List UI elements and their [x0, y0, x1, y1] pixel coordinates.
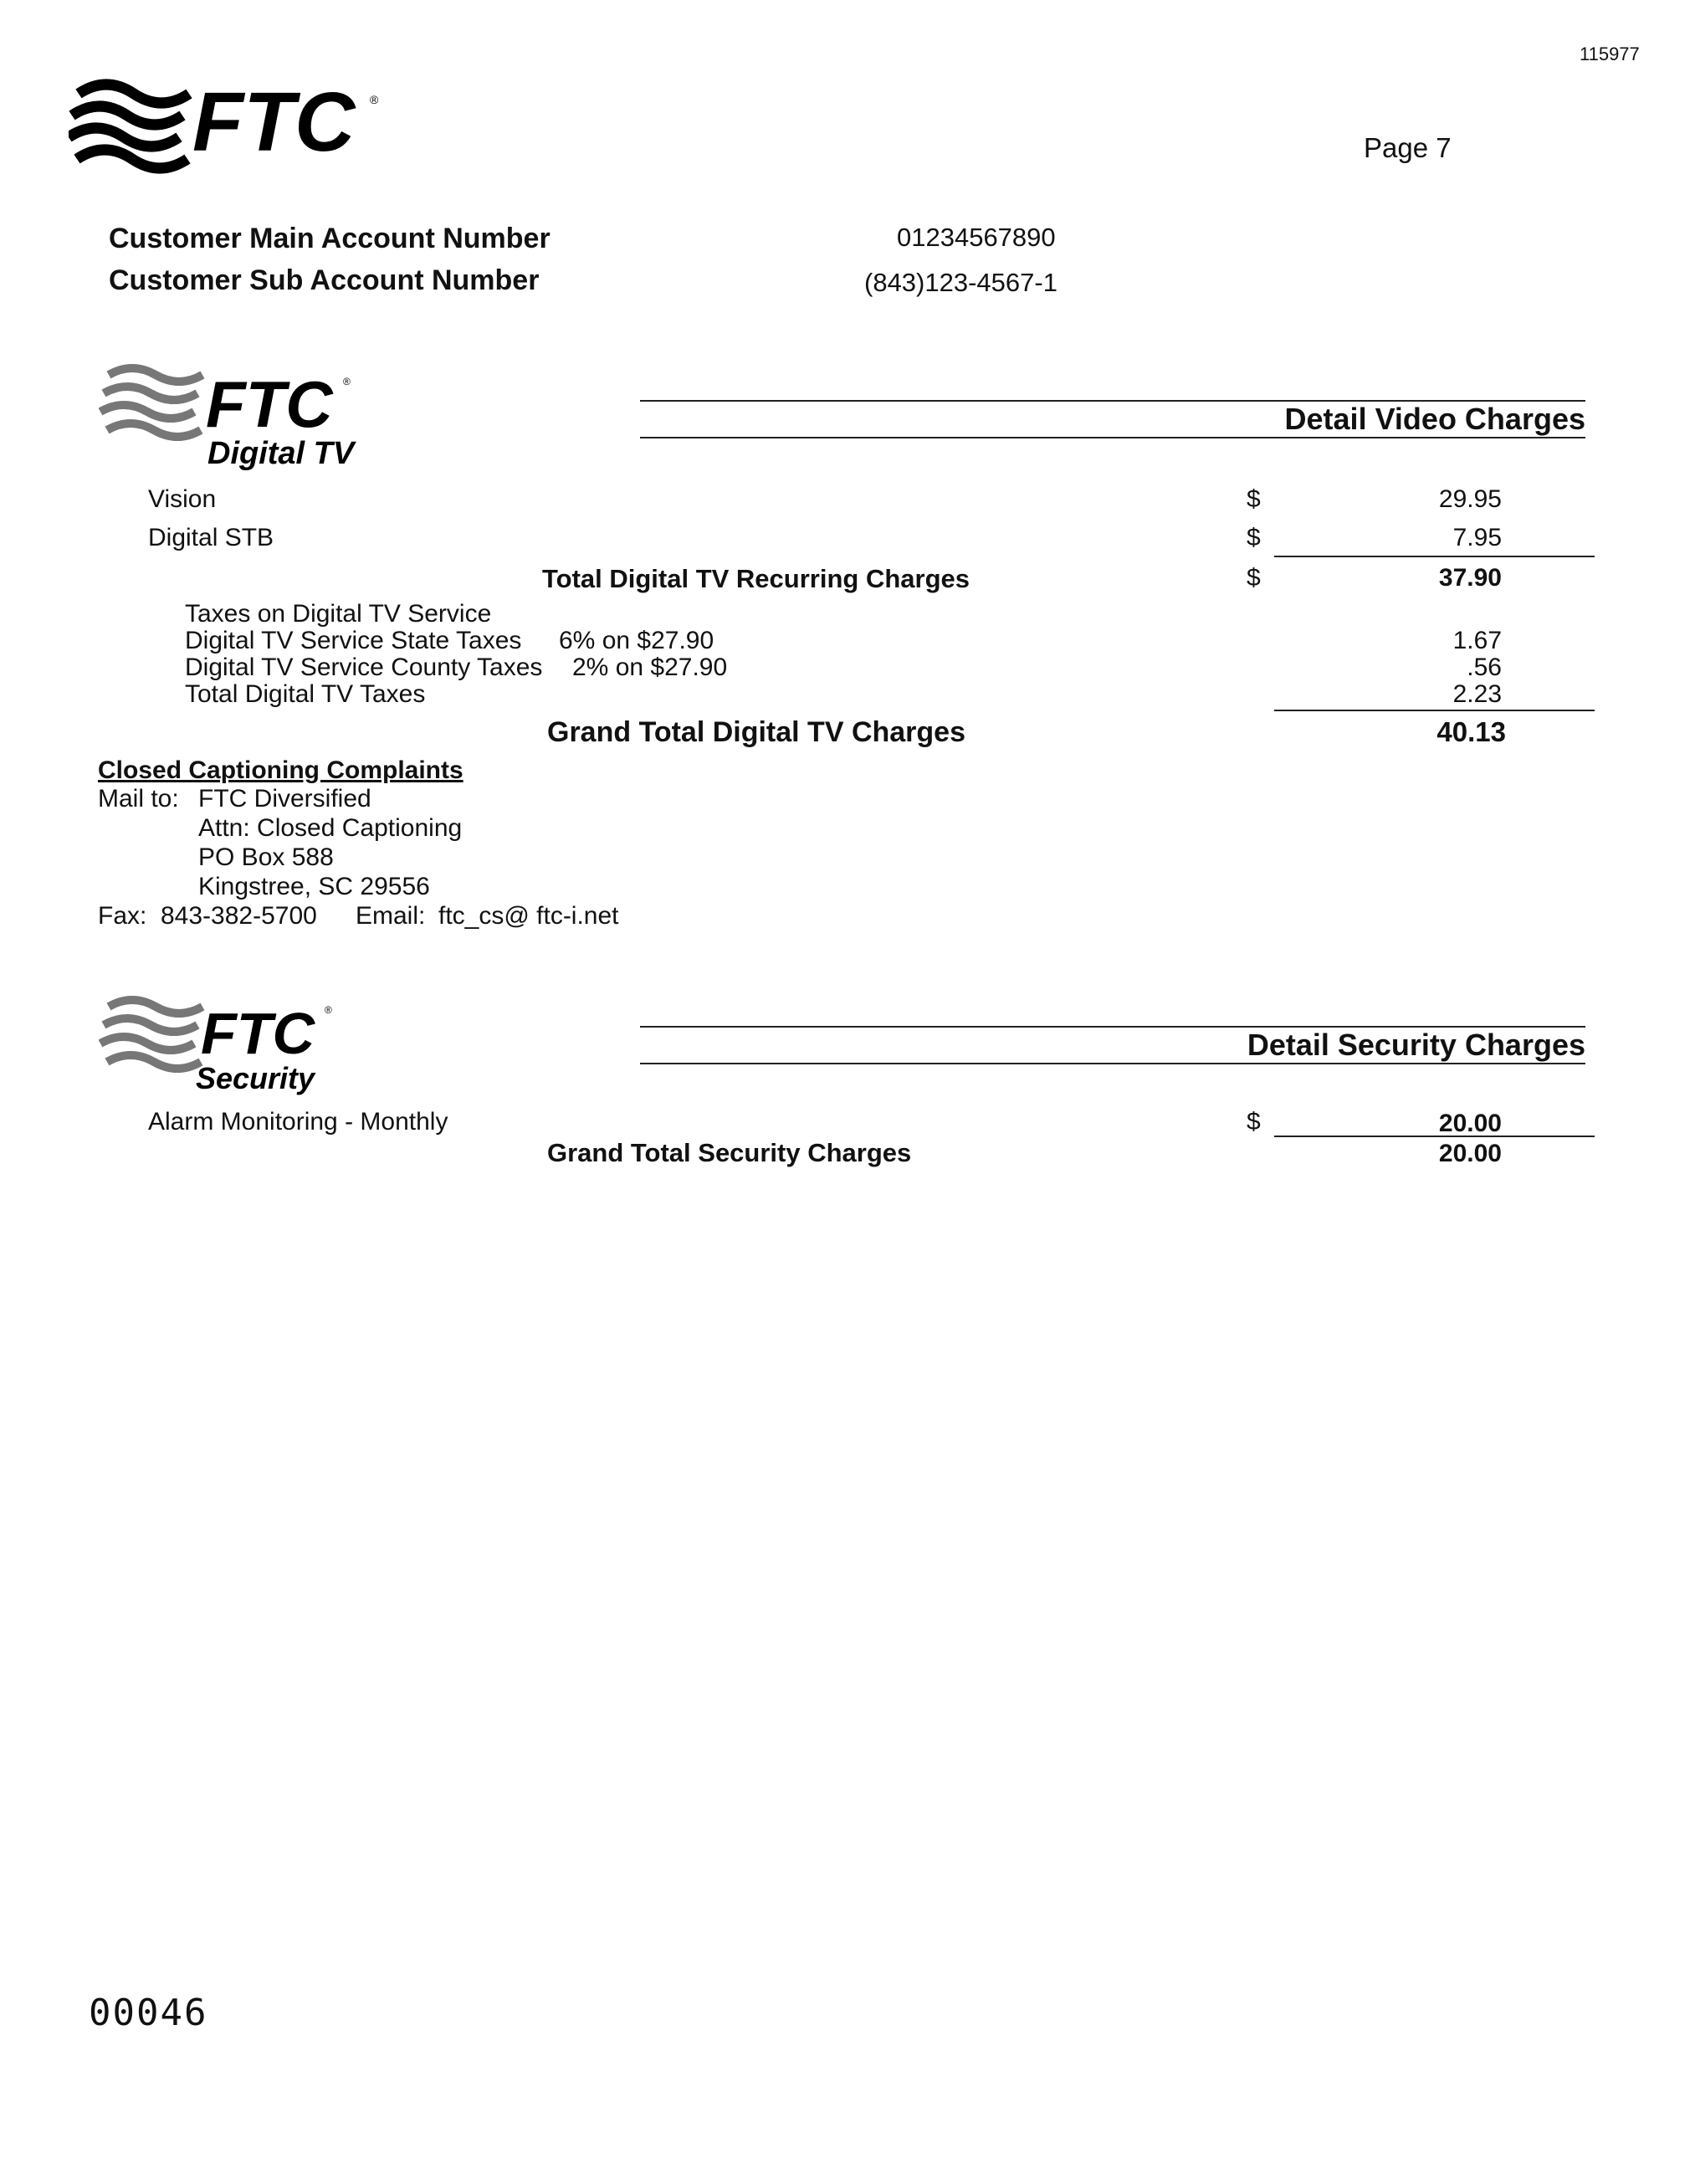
state-tax-amount: 1.67	[1452, 627, 1502, 654]
alarm-monitoring-currency: $	[1247, 1108, 1261, 1136]
ftc-security-logo	[99, 990, 350, 1099]
ftc-logo	[69, 67, 387, 180]
svg-text:®: ®	[343, 376, 351, 387]
vision-amount: 29.95	[1438, 485, 1502, 513]
mail-to-label: Mail to:	[98, 785, 179, 813]
email-address: ftc_cs@ ftc-i.net	[438, 902, 619, 930]
address-line: Kingstree, SC 29556	[198, 873, 430, 900]
main-account-label: Customer Main Account Number	[109, 223, 550, 254]
grand-total-tv-amount: 40.13	[1436, 716, 1506, 747]
ftc-digital-tv-logo	[99, 358, 366, 471]
address-line: Attn: Closed Captioning	[198, 814, 463, 842]
alarm-monitoring-amount: 20.00	[1438, 1110, 1502, 1137]
stb-underline	[1274, 556, 1595, 557]
digital-stb-currency: $	[1247, 524, 1261, 551]
total-tax-amount: 2.23	[1452, 680, 1502, 708]
security-underline	[1274, 1136, 1595, 1137]
email-label: Email:	[356, 902, 426, 930]
tax-underline	[1274, 710, 1595, 711]
security-heading-bottom-rule	[640, 1063, 1585, 1064]
address-line: PO Box 588	[198, 843, 334, 871]
main-account-value: 01234567890	[897, 223, 1056, 252]
recurring-total-label: Total Digital TV Recurring Charges	[542, 564, 970, 593]
state-tax-label: Digital TV Service State Taxes	[185, 627, 522, 654]
address-line: FTC Diversified	[198, 785, 371, 813]
footer-code: 00046	[89, 1992, 208, 2034]
digital-stb-label: Digital STB	[148, 524, 274, 551]
grand-total-security-label: Grand Total Security Charges	[547, 1138, 912, 1167]
grand-total-security-amount: 20.00	[1438, 1140, 1502, 1167]
digital-tv-text: Digital TV	[207, 436, 355, 471]
grand-total-tv-label: Grand Total Digital TV Charges	[547, 716, 965, 748]
vision-label: Vision	[148, 485, 217, 513]
vision-currency: $	[1247, 485, 1261, 513]
video-charges-heading: Detail Video Charges	[1284, 402, 1585, 436]
security-text: Security	[196, 1061, 315, 1095]
alarm-monitoring-label: Alarm Monitoring - Monthly	[148, 1108, 448, 1136]
svg-text:®: ®	[325, 1004, 332, 1016]
recurring-total-amount: 37.90	[1438, 564, 1502, 592]
mail-address	[198, 785, 462, 902]
county-tax-label: Digital TV Service County Taxes	[185, 654, 543, 681]
county-tax-rate: 2% on $27.90	[572, 654, 728, 681]
fax-number: 843-382-5700	[161, 902, 317, 930]
complaints-heading: Closed Captioning Complaints	[98, 756, 463, 784]
page-number: Page 7	[1364, 132, 1452, 163]
recurring-total-currency: $	[1247, 564, 1261, 592]
digital-stb-amount: 7.95	[1452, 524, 1502, 551]
video-heading-bottom-rule	[640, 437, 1585, 438]
svg-text:FTC: FTC	[201, 1001, 315, 1066]
svg-text:FTC: FTC	[206, 367, 333, 441]
svg-text:FTC: FTC	[192, 75, 356, 169]
svg-text:®: ®	[370, 93, 379, 106]
sub-account-value: (843)123-4567-1	[864, 268, 1057, 297]
total-tax-label: Total Digital TV Taxes	[185, 680, 426, 708]
sub-account-label: Customer Sub Account Number	[109, 264, 540, 296]
taxes-heading: Taxes on Digital TV Service	[185, 600, 492, 628]
county-tax-amount: .56	[1467, 654, 1502, 681]
document-id: 115977	[1580, 44, 1640, 64]
state-tax-rate: 6% on $27.90	[559, 627, 714, 654]
fax-label: Fax:	[98, 902, 147, 930]
security-charges-heading: Detail Security Charges	[1247, 1028, 1585, 1062]
